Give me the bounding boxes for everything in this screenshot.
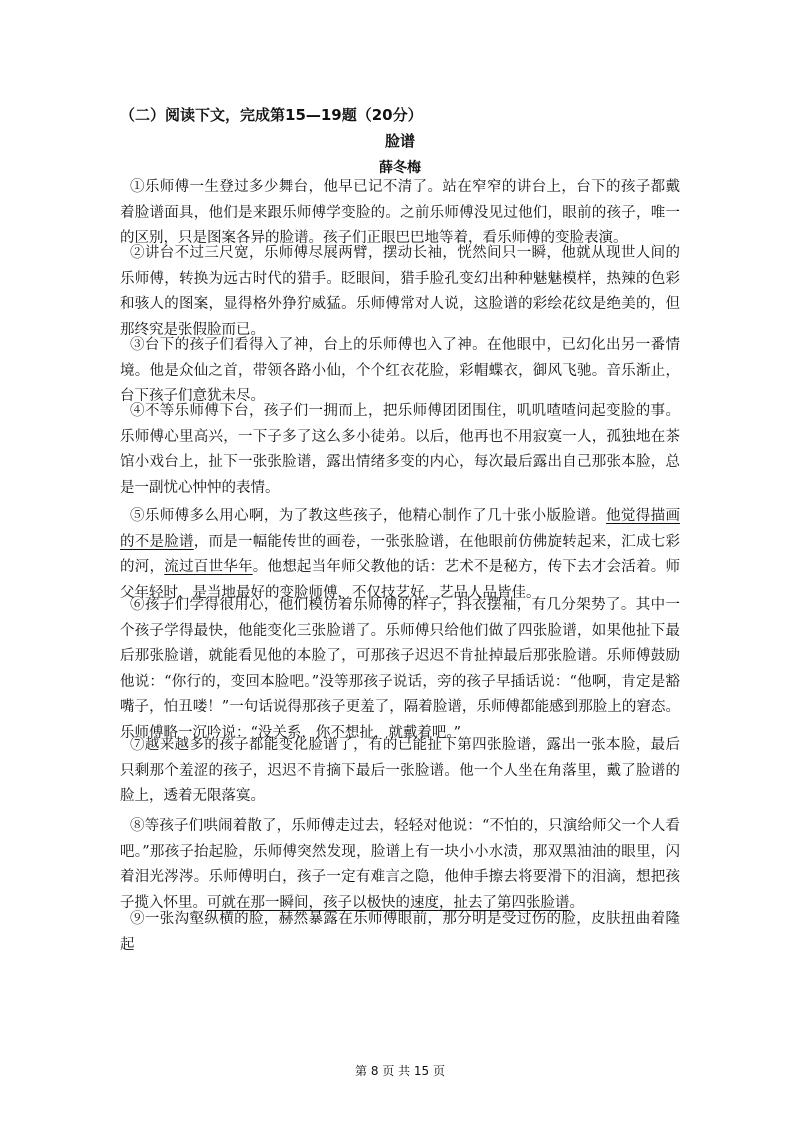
paragraph-5 <box>120 504 680 606</box>
article-author: 薛冬梅 <box>379 160 421 176</box>
paragraph-6: ⑥孩子们学得很用心，他们模仿着乐师傅的样子，抖衣摆袖，有几分架势了。其中一个孩子学得最快，他能变化三张脸谱了。乐师傅只给他们做了四张脸谱，如果他扯下最后那张脸谱，就能看见他的本脸了，可那孩子迟迟不肯扯掉最后那张脸谱。乐师傅鼓励他说：“你行的，变回本脸吧。”没等那孩子说话，旁的孩子早插话说：“他啊，肯定是豁嘴子，怕丑喽！”一句话说得那孩子更羞了，隔着脸谱，乐师傅都能感到那脸上的窘态。乐师傅略一沉吟说：“没关系，你不想扯，就戴着吧。” <box>120 597 680 741</box>
paragraph-8-text: 。 <box>569 894 584 911</box>
underlined-phrase-1: 他觉得描画的不是脸谱 <box>120 508 680 550</box>
page-number: 第 8 页 共 15 页 <box>355 1064 445 1078</box>
paragraph-5-text: ⑤乐师傅多么用心啊，为了教这些孩子，他精心制作了几十张小版脸谱。 <box>130 508 606 524</box>
paragraph-2: ②讲台不过三尺宽，乐师傅尽展两臂，摆动长袖，恍然间只一瞬，他就从现世人间的乐师傅，转换为远古时代的猎手。眨眼间，猎手脸孔变幻出种种魅魅模样，热辣的色彩和骇人的图案，显得格外狰狞威猛。乐师傅常对人说，这脸谱的彩绘花纹是绝美的，但那终究是张假脸而已。 <box>120 245 680 338</box>
underlined-phrase-2: 流过百世华年 <box>164 559 253 575</box>
paragraph-9: ⑨一张沟壑纵横的脸，赫然暴露在乐师傅眼前，那分明是受过伤的脸，皮肤扭曲着隆起 <box>120 911 680 953</box>
paragraph-4: ④不等乐师傅下台，孩子们一拥而上，把乐师傅团团围住，叽叽喳喳问起变脸的事。乐师傅心里高兴，一下子多了这么多小徒弟。以后，他再也不用寂寞一人，孤独地在茶馆小戏台上，扯下一张张脸谱，露出情绪多变的内心，每次最后露出自己那张本脸，总是一副忧心忡忡的表情。 <box>120 403 680 496</box>
paragraph-5-text: 。他想起当年师父教他的话：艺术不是秘方，传下去才会活着。师父年轻时，是当地最好的变脸师傅，不仅技艺好，艺品人品皆佳。 <box>120 559 681 601</box>
paragraph-1: ①乐师傅一生登过多少舞台，他早已记不清了。站在窄窄的讲台上，台下的孩子都戴着脸谱面具，他们是来跟乐师傅学变脸的。之前乐师傅没见过他们，眼前的孩子，唯一的区别，只是图案各异的脸谱。孩子们正眼巴巴地等着，看乐师傅的变脸表演。 <box>120 179 680 246</box>
paragraph-7: ⑦越来越多的孩子都能变化脸谱了，有的已能扯下第四张脸谱，露出一张本脸，最后只剩那个羞涩的孩子，迟迟不肯摘下最后一张脸谱。他一个人坐在角落里，戴了脸谱的脸上，透着无限落寞。 <box>120 737 680 804</box>
underlined-sentence: 可就在那一瞬间，孩子以极快的速度，扯去了第四张脸谱 <box>207 894 570 911</box>
paragraph-3: ③台下的孩子们看得入了神，台上的乐师傅也入了神。在他眼中，已幻化出另一番情境。他是众仙之首，带领各路小仙，个个红衣花脸，彩帽蝶衣，御风飞驰。音乐渐止，台下孩子们意犹未尽。 <box>120 337 680 404</box>
paragraph-5-text: ，而是一幅能传世的画卷，一张张脸谱，在他眼前仿佛旋转起来，汇成七彩的河， <box>120 533 680 575</box>
paragraph-8 <box>120 814 680 916</box>
article-title: 脸谱 <box>384 132 415 150</box>
section-header: （二）阅读下文，完成第15—19题（20分） <box>120 106 423 124</box>
paragraph-8-text: ⑧等孩子们哄闹着散了，乐师傅走过去，轻轻对他说：“不怕的，只演给师父一个人看吧。”那孩子抬起脸，乐师傅突然发现，脸谱上有一块小小水渍，那双黑油油的眼里，闪着泪光涔涔。乐师傅明白，孩子一定有难言之隐，他伸手擦去将要滑下的泪滴，想把孩子揽入怀里。 <box>120 818 680 911</box>
